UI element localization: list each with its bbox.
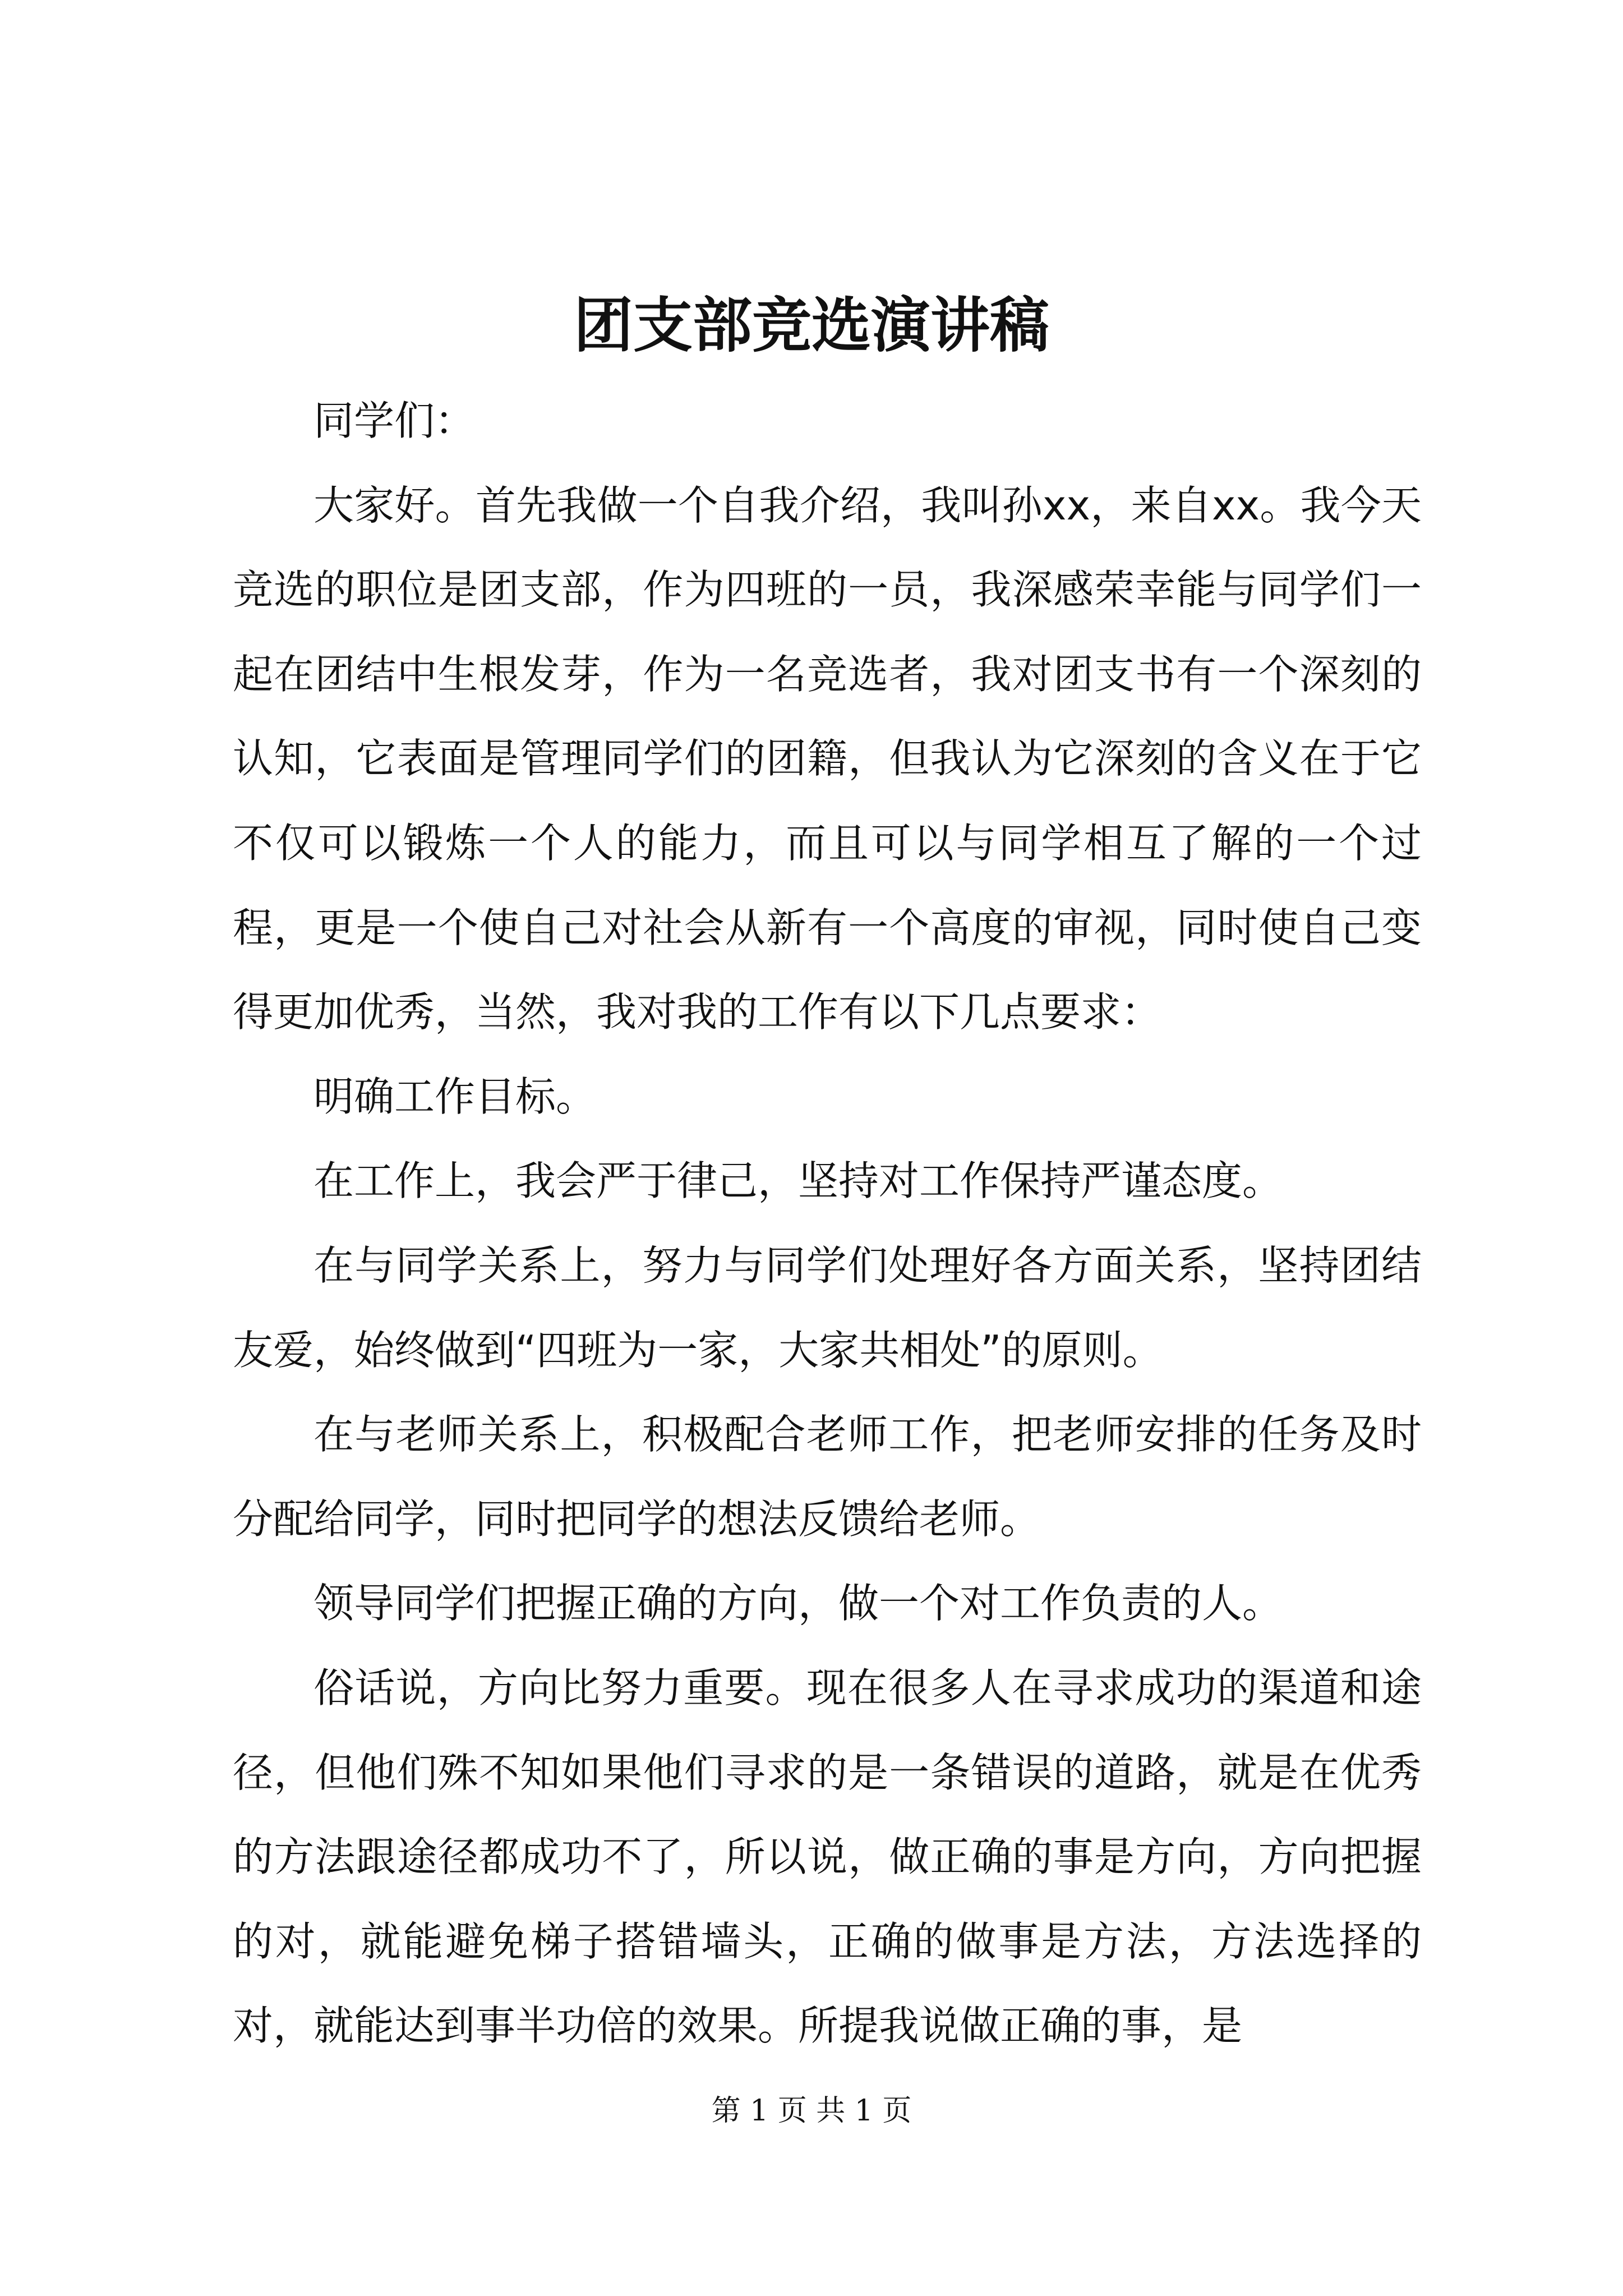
paragraph-teacher-relations: 在与老师关系上，积极配合老师工作，把老师安排的任务及时分配给同学，同时把同学的想法反馈给老师。 bbox=[233, 1411, 1422, 1543]
paragraph-classmates-relations: 在与同学关系上，努力与同学们处理好各方面关系，坚持团结友爱，始终做到“四班为一家，大家共相处”的原则。 bbox=[233, 1241, 1422, 1374]
document-title: 团支部竞选演讲稿 bbox=[574, 290, 1049, 360]
page-number-footer: 第 1 页 共 1 页 bbox=[711, 2094, 912, 2128]
paragraph-leadership: 领导同学们把握正确的方向，做一个对工作负责的人。 bbox=[313, 1580, 1283, 1627]
paragraph-work-attitude: 在工作上，我会严于律己，坚持对工作保持严谨态度。 bbox=[313, 1157, 1283, 1205]
paragraph-goal: 明确工作目标。 bbox=[313, 1073, 597, 1120]
paragraph-greeting: 同学们： bbox=[313, 397, 476, 444]
paragraph-introduction: 大家好。首先我做一个自我介绍，我叫孙xx，来自xx。我今天竞选的职位是团支部，作为四班的一员，我深感荣幸能与同学们一起在团结中生根发芽，作为一名竞选者，我对团支书有一个深刻的认知，它表面是管理同学们的团籍，但我认为它深刻的含义在于它不仅可以锻炼一个人的能力，而且可以与同学相互了解的一个过程，更是一个使自己对社会从新有一个高度的审视，同时使自己变得更加优秀，当然，我对我的工作有以下几点要求： bbox=[233, 481, 1422, 1036]
paragraph-direction: 俗话说，方向比努力重要。现在很多人在寻求成功的渠道和途径，但他们殊不知如果他们寻求的是一条错误的道路，就是在优秀的方法跟途径都成功不了，所以说，做正确的事是方向，方向把握的对，就能避免梯子搭错墙头，正确的做事是方法，方法选择的对，就能达到事半功倍的效果。所提我说做正确的事，是 bbox=[233, 1664, 1422, 2050]
document-body bbox=[233, 379, 1422, 2068]
